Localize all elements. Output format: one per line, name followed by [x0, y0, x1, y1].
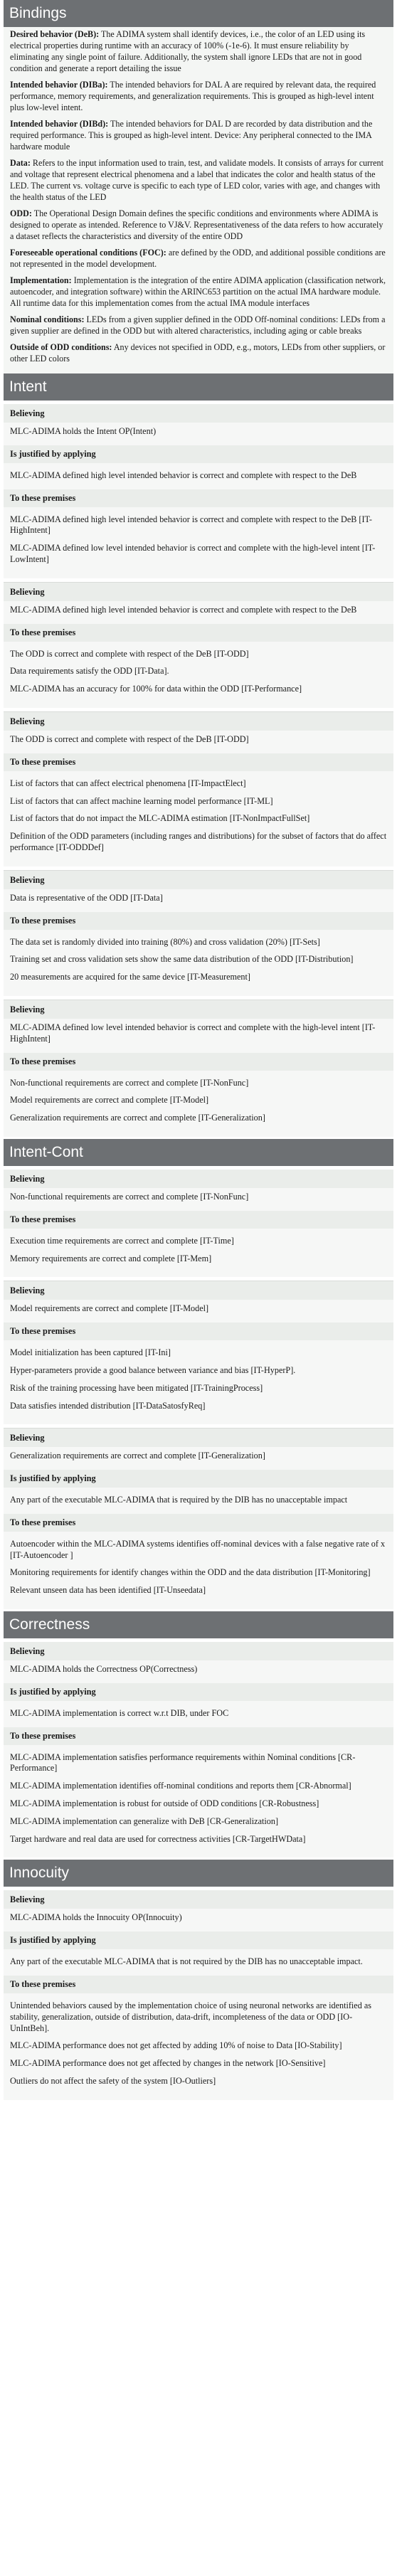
- premise-item: The data set is randomly divided into training (80%) and cross validation (20%) [IT-Sets]: [10, 936, 320, 947]
- premises-label: To these premises: [4, 1211, 393, 1229]
- binding-text: Refers to the input information used to train, test, and validate models. It consists of arrays for current and voltage that represent electrical phenomena and a label that indicates the color and health status of the LED. The current vs. voltage curve is specific to each type of LED color, varies with age, and changes with the health status of the LED: [10, 158, 383, 202]
- premise-item: Relevant unseen data has been identified [IT-Unseedata]: [10, 1585, 206, 1596]
- binding-term: Foreseeable operational conditions (FOC):: [10, 248, 166, 258]
- premises-label: To these premises: [4, 1727, 393, 1745]
- binding-term: Intended behavior (DIBd):: [10, 119, 109, 129]
- premise-item: List of factors that can affect electrical phenomena [IT-ImpactElect]: [10, 778, 246, 788]
- claim-text: Data is representative of the ODD [IT-Data]: [10, 892, 163, 903]
- strategy-text: MLC-ADIMA defined high level intended behavior is correct and complete with respect to the DeB: [10, 470, 357, 480]
- section-header-bindings: Bindings: [4, 0, 393, 27]
- binding-term: Data:: [10, 158, 31, 168]
- believing-label: Believing: [10, 1173, 45, 1184]
- premise-item: MLC-ADIMA implementation satisfies performance requirements within Nominal conditions [CR-Performance]: [10, 1751, 356, 1774]
- premise-item: Data requirements satisfy the ODD [IT-Data].: [10, 666, 169, 677]
- premise-item: 20 measurements are acquired for the same device [IT-Measurement]: [10, 972, 250, 982]
- binding-text: Implementation is the integration of the entire ADIMA application (classification network, autoencoder, and integration software) within the ARINC653 partition on the actual IMA hardware module. All runtime data for this implementation comes from the actual IMA module interfaces: [10, 275, 386, 308]
- premise-item: Data satisfies intended distribution [IT-DataSatosfyReq]: [10, 1400, 206, 1411]
- premise-item: MLC-ADIMA implementation identifies off-nominal conditions and reports them [CR-Abnormal]: [10, 1781, 351, 1791]
- premises-label: To these premises: [4, 1323, 393, 1340]
- premise-item: Definition of the ODD parameters (including ranges and distributions) for the subset of factors that do affect performance [IT-ODDDef]: [10, 831, 387, 852]
- argument-block: [4, 870, 393, 996]
- premise-item: MLC-ADIMA defined low level intended behavior is correct and complete with the high-level intent [IT-LowIntent]: [10, 543, 376, 564]
- document: [4, 0, 393, 2100]
- premise-item: List of factors that do not impact the MLC-ADIMA estimation [IT-NonImpactFullSet]: [10, 813, 310, 824]
- premise-item: Non-functional requirements are correct and complete [IT-NonFunc]: [10, 1077, 249, 1088]
- premise-item: Generalization requirements are correct and complete [IT-Generalization]: [10, 1113, 265, 1123]
- premise-item: Target hardware and real data are used for correctness activities [CR-TargetHWData]: [10, 1833, 306, 1844]
- argument-block: [4, 1170, 393, 1277]
- premise-item: Unintended behaviors caused by the implementation choice of using neuronal networks are identified as stability, generalization, outside of distribution, data-drift, incompleteness of the data or ODD [IO-UnIntBeh].: [10, 2000, 371, 2033]
- binding-term: Desired behavior (DeB):: [10, 29, 100, 39]
- sections-container: [4, 373, 393, 2100]
- strategy-text: MLC-ADIMA implementation is correct w.r.t DIB, under FOC: [10, 1707, 229, 1718]
- believing-label: Believing: [10, 408, 45, 418]
- claim-text: MLC-ADIMA holds the Correctness OP(Correctness): [10, 1664, 198, 1675]
- argument-block: [4, 1281, 393, 1424]
- premises-label: To these premises: [4, 489, 393, 507]
- premise-item: MLC-ADIMA implementation is robust for outside of ODD conditions [CR-Robustness]: [10, 1798, 319, 1809]
- premise-item: MLC-ADIMA performance does not get affected by changes in the network [IO-Sensitive]: [10, 2058, 326, 2069]
- binding-term: Intended behavior (DIBa):: [10, 80, 108, 90]
- binding-definition: [10, 157, 388, 203]
- argument-block: [4, 404, 393, 578]
- premise-item: MLC-ADIMA has an accuracy for 100% for data within the ODD [IT-Performance]: [10, 684, 302, 694]
- binding-definition: [10, 247, 388, 270]
- justified-label: Is justified by applying: [4, 1931, 393, 1949]
- premises-label: To these premises: [4, 753, 393, 771]
- binding-definition: [10, 341, 388, 364]
- binding-definition: [10, 275, 388, 309]
- premise-item: MLC-ADIMA defined high level intended behavior is correct and complete with respect to the DeB [IT-HighIntent]: [10, 514, 372, 536]
- section-header: Innocuity: [4, 1860, 393, 1887]
- premise-item: Risk of the training processing have been mitigated [IT-TrainingProcess]: [10, 1382, 263, 1393]
- binding-definition: [10, 118, 388, 152]
- premise-item: List of factors that can affect machine learning model performance [IT-ML]: [10, 795, 273, 806]
- premises-label: To these premises: [4, 624, 393, 642]
- believing-label: Believing: [10, 1433, 45, 1443]
- strategy-text: Any part of the executable MLC-ADIMA that is not required by the DIB has no unacceptable impact.: [10, 1956, 363, 1967]
- premise-item: Training set and cross validation sets show the same data distribution of the ODD [IT-Distribution]: [10, 954, 354, 965]
- binding-definition: [10, 208, 388, 242]
- binding-term: ODD:: [10, 208, 32, 218]
- claim-text: The ODD is correct and complete with respect of the DeB [IT-ODD]: [10, 733, 249, 744]
- binding-term: Implementation:: [10, 275, 72, 285]
- argument-block: [4, 1000, 393, 1137]
- believing-label: Believing: [10, 716, 45, 726]
- binding-text: LEDs from a given supplier defined in the ODD Off-nominal conditions: LEDs from a given supplier are defined in the ODD but with altered characteristics, including aging or cable breaks: [10, 314, 386, 336]
- premises-label: To these premises: [4, 1514, 393, 1532]
- believing-label: Believing: [10, 1646, 45, 1657]
- argument-block: [4, 711, 393, 866]
- premise-item: MLC-ADIMA implementation can generalize with DeB [CR-Generalization]: [10, 1816, 279, 1826]
- premise-item: The ODD is correct and complete with respect of the DeB [IT-ODD]: [10, 648, 249, 659]
- believing-label: Believing: [10, 586, 45, 597]
- argument-block: [4, 1642, 393, 1857]
- claim-text: MLC-ADIMA holds the Intent OP(Intent): [10, 426, 157, 436]
- believing-label: Believing: [10, 1286, 45, 1296]
- premises-label: To these premises: [4, 1976, 393, 1993]
- premise-item: Monitoring requirements for identify changes within the ODD and the data distribution [IT-Monitoring]: [10, 1567, 371, 1578]
- binding-term: Outside of ODD conditions:: [10, 342, 112, 352]
- claim-text: Generalization requirements are correct and complete [IT-Generalization]: [10, 1451, 265, 1461]
- claim-text: Model requirements are correct and complete [IT-Model]: [10, 1303, 209, 1314]
- binding-text: are defined by the ODD, and additional possible conditions are not represented in the model development.: [10, 248, 386, 269]
- binding-definition: [10, 314, 388, 336]
- binding-term: Nominal conditions:: [10, 314, 85, 324]
- bindings-box: [4, 27, 393, 373]
- claim-text: MLC-ADIMA holds the Innocuity OP(Innocuity): [10, 1912, 182, 1923]
- premise-item: Execution time requirements are correct and complete [IT-Time]: [10, 1235, 234, 1246]
- argument-block: [4, 1428, 393, 1609]
- binding-definition: [10, 79, 388, 113]
- premise-item: Hyper-parameters provide a good balance between variance and bias [IT-HyperP].: [10, 1364, 296, 1375]
- binding-text: The intended behaviors for DAL A are required by relevant data, the required performance, memory requirements, and generalization requirements. This is grouped as high-level intent plus low-level intent.: [10, 80, 376, 112]
- premises-label: To these premises: [4, 1053, 393, 1071]
- section-header: Intent: [4, 373, 393, 401]
- binding-text: The Operational Design Domain defines the specific conditions and environments where ADIMA is designed to operate as intended. Reference to VJ&V. Representativeness of the data refers to how accurately a dataset reflects the characteristics and diversity of the entire ODD: [10, 208, 383, 241]
- binding-text: Any devices not specified in ODD, e.g., motors, LEDs from other suppliers, or other LED colors: [10, 342, 386, 364]
- claim-text: Non-functional requirements are correct and complete [IT-NonFunc]: [10, 1191, 249, 1202]
- premise-item: Outliers do not affect the safety of the system [IO-Outliers]: [10, 2076, 216, 2087]
- believing-label: Believing: [10, 874, 45, 885]
- premise-item: Model requirements are correct and complete [IT-Model]: [10, 1095, 209, 1106]
- binding-definition: [10, 28, 388, 74]
- binding-text: The intended behaviors for DAL D are recorded by data distribution and the required performance. This is grouped as high-level intent. Device: Any peripheral connected to the IMA hardware module: [10, 119, 373, 152]
- believing-label: Believing: [10, 1004, 45, 1014]
- claim-text: MLC-ADIMA defined low level intended behavior is correct and complete with the high-level intent [IT-HighIntent]: [10, 1022, 376, 1044]
- strategy-text: Any part of the executable MLC-ADIMA that is required by the DIB has no unacceptable impact: [10, 1495, 348, 1505]
- justified-label: Is justified by applying: [4, 1470, 393, 1488]
- binding-text: The ADIMA system shall identify devices, i.e., the color of an LED using its electrical properties during runtime with an accuracy of 100% (-1e-6). It must ensure reliability by eliminating any single point of failure. Additionally, the system shall ignore LEDs that are not in good condition and generate a report detailing the issue: [10, 29, 366, 73]
- argument-block: [4, 1890, 393, 2099]
- premises-label: To these premises: [4, 912, 393, 930]
- believing-label: Believing: [10, 1894, 45, 1905]
- justified-label: Is justified by applying: [4, 445, 393, 463]
- premise-item: Memory requirements are correct and complete [IT-Mem]: [10, 1253, 212, 1263]
- argument-block: [4, 582, 393, 708]
- premise-item: Model initialization has been captured [IT-Ini]: [10, 1347, 171, 1358]
- section-header: Correctness: [4, 1611, 393, 1638]
- justified-label: Is justified by applying: [4, 1683, 393, 1701]
- premise-item: MLC-ADIMA performance does not get affected by adding 10% of noise to Data [IO-Stability]: [10, 2040, 342, 2051]
- premise-item: Autoencoder within the MLC-ADIMA systems identifies off-nominal devices with a false negative rate of x [IT-Autoencoder ]: [10, 1538, 386, 1560]
- claim-text: MLC-ADIMA defined high level intended behavior is correct and complete with respect to the DeB: [10, 604, 357, 615]
- section-header: Intent-Cont: [4, 1139, 393, 1166]
